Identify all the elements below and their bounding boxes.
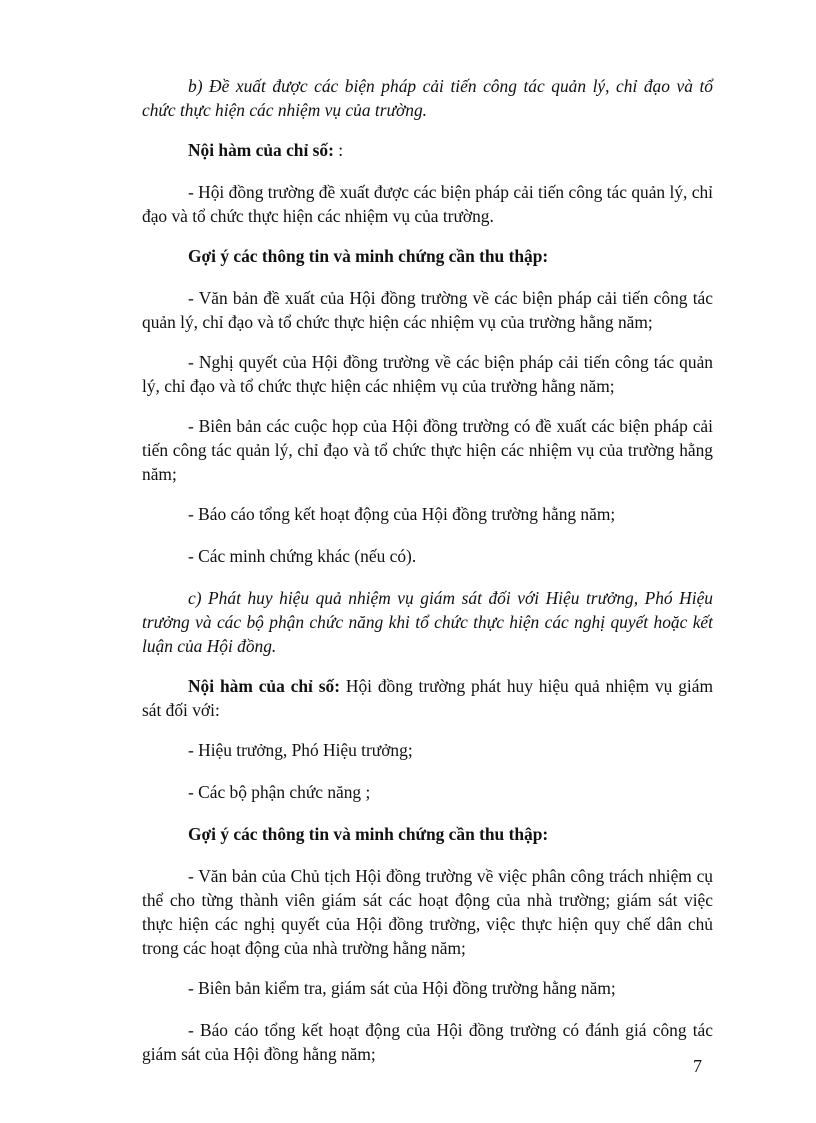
evidence-heading-c: Gợi ý các thông tin và minh chứng cần thu thập:	[188, 824, 549, 844]
meaning-label-b: Nội hàm của chỉ số:	[188, 140, 334, 160]
evidence-item-b-1: - Văn bản đề xuất của Hội đồng trường về các biện pháp cải tiến công tác quản lý, chỉ đạo và tổ chức thực hiện các nhiệm vụ của trường hằng năm;	[142, 288, 713, 332]
evidence-item-b-2: - Nghị quyết của Hội đồng trường về các biện pháp cải tiến công tác quản lý, chỉ đạo và tổ chức thực hiện các nhiệm vụ của trường hằng năm;	[142, 352, 713, 396]
evidence-heading-b: Gợi ý các thông tin và minh chứng cần thu thập:	[188, 246, 549, 266]
criterion-b: b) Đề xuất được các biện pháp cải tiến công tác quản lý, chỉ đạo và tổ chức thực hiện các nhiệm vụ của trường.	[142, 76, 713, 120]
evidence-item-c-3: - Báo cáo tổng kết hoạt động của Hội đồng trường có đánh giá công tác giám sát của Hội đồng hằng năm;	[142, 1020, 713, 1064]
meaning-item-b: - Hội đồng trường đề xuất được các biện pháp cải tiến công tác quản lý, chỉ đạo và tổ chức thực hiện các nhiệm vụ của trường.	[142, 182, 713, 226]
meaning-label-c: Nội hàm của chỉ số:	[188, 676, 341, 696]
meaning-text-c: Hội đồng trường phát huy hiệu quả nhiệm vụ giám sát đối với:	[142, 676, 713, 720]
evidence-item-c-1: - Văn bản của Chủ tịch Hội đồng trường về việc phân công trách nhiệm cụ thể cho từng thành viên giám sát các hoạt động của nhà trường; giám sát việc thực hiện các nghị quyết của Hội đồng trường, việc thực hiện quy chế dân chủ trong các hoạt động của nhà trường hằng năm;	[142, 866, 713, 958]
evidence-item-b-3: - Biên bản các cuộc họp của Hội đồng trường có đề xuất các biện pháp cải tiến công tác quản lý, chỉ đạo và tổ chức thực hiện các nhiệm vụ của trường hằng năm;	[142, 416, 713, 484]
evidence-item-c-2: - Biên bản kiểm tra, giám sát của Hội đồng trường hằng năm;	[188, 978, 616, 998]
evidence-item-b-5: - Các minh chứng khác (nếu có).	[188, 546, 417, 566]
evidence-item-b-4: - Báo cáo tổng kết hoạt động của Hội đồng trường hằng năm;	[188, 504, 616, 524]
meaning-heading-b	[142, 138, 713, 162]
document-body	[142, 74, 713, 1082]
criterion-c: c) Phát huy hiệu quả nhiệm vụ giám sát đối với Hiệu trưởng, Phó Hiệu trưởng và các bộ phận chức năng khi tổ chức thực hiện các nghị quyết hoặc kết luận của Hội đồng.	[142, 588, 713, 656]
meaning-suffix-b: :	[333, 140, 344, 160]
page-number: 7	[693, 1056, 702, 1076]
meaning-item-c-2: - Các bộ phận chức năng ;	[188, 782, 371, 802]
meaning-item-c-1: - Hiệu trưởng, Phó Hiệu trưởng;	[188, 740, 413, 760]
meaning-heading-c	[142, 674, 713, 722]
